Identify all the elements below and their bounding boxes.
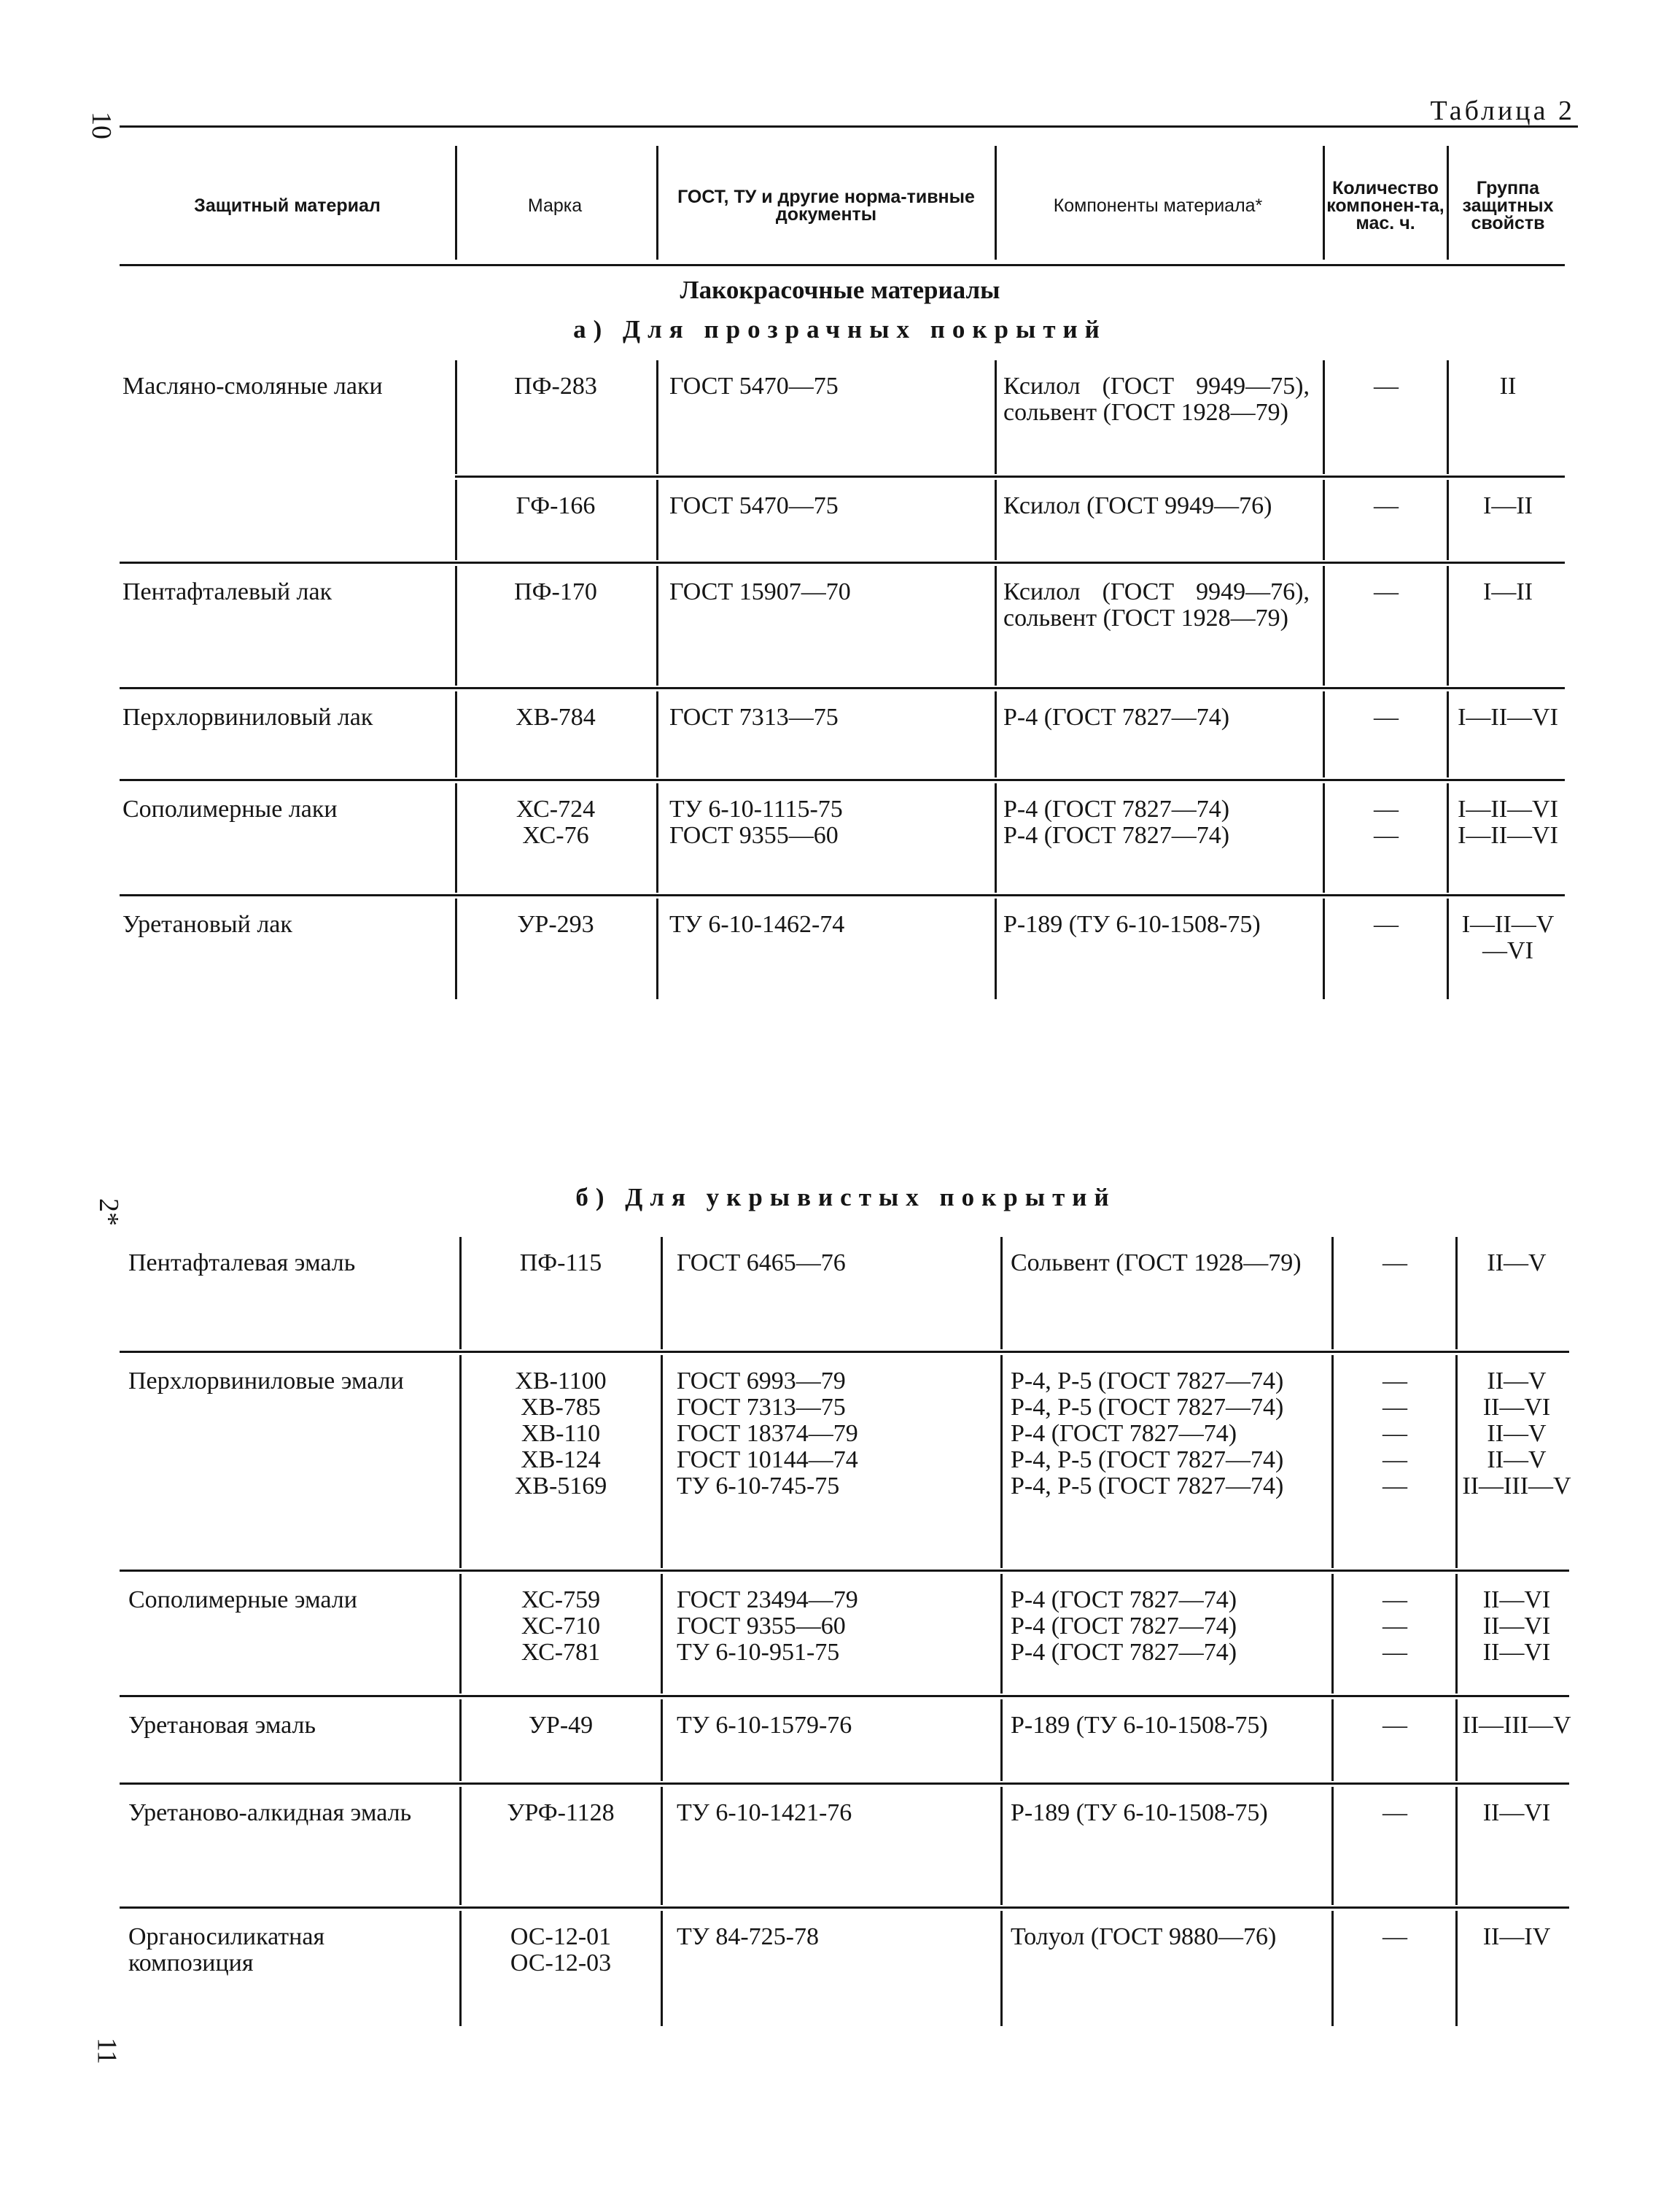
qty-line: — <box>1382 1799 1407 1826</box>
header-bottom-rule <box>120 264 1565 266</box>
group-cell <box>1458 1368 1575 1500</box>
docs-cell <box>669 705 990 731</box>
column-divider <box>1331 1237 1334 1349</box>
qty-line: — <box>1374 492 1399 519</box>
marks-line: УР-293 <box>517 911 594 938</box>
column-divider <box>459 1699 462 1781</box>
column-divider <box>455 691 457 777</box>
column-divider <box>1455 1699 1458 1781</box>
column-divider <box>1331 1574 1334 1694</box>
marks-line: ОС-12-03 <box>510 1950 612 1976</box>
components-line: Толуол (ГОСТ 9880—76) <box>1011 1923 1277 1950</box>
column-divider <box>656 783 658 893</box>
components-line: Р-4, Р-5 (ГОСТ 7827—74) <box>1011 1394 1284 1421</box>
components-cell <box>1003 373 1310 426</box>
marks-line: ХВ-124 <box>521 1446 601 1473</box>
column-divider <box>661 1237 663 1349</box>
components-cell <box>1011 1712 1317 1739</box>
column-divider <box>656 566 658 686</box>
docs-line: ГОСТ 9355—60 <box>669 822 839 849</box>
column-divider <box>459 1911 462 2026</box>
column-divider <box>656 899 658 999</box>
column-divider <box>1455 1787 1458 1905</box>
column-divider <box>1447 566 1449 686</box>
column-divider <box>1455 1574 1458 1694</box>
table-title: Таблица 2 <box>1430 96 1575 126</box>
components-line: Ксилол (ГОСТ 9949—76) <box>1003 492 1272 519</box>
docs-line: ГОСТ 9355—60 <box>677 1613 846 1640</box>
mark-cell <box>462 1712 659 1739</box>
marks-line: ХС-710 <box>521 1613 601 1640</box>
components-cell <box>1011 1368 1317 1500</box>
column-divider <box>1331 1355 1334 1568</box>
qty-line: — <box>1382 1368 1407 1394</box>
marks-line: ХС-781 <box>521 1639 601 1666</box>
row-rule <box>120 894 1565 896</box>
column-divider <box>1323 360 1325 474</box>
group-cell <box>1450 373 1566 400</box>
marks-line: ХВ-5169 <box>514 1473 607 1500</box>
qty-line: — <box>1374 796 1399 823</box>
column-divider <box>1331 1699 1334 1781</box>
mark-cell <box>462 1800 659 1826</box>
material-name: Пентафталевый лак <box>122 578 332 605</box>
group-cell <box>1450 796 1566 849</box>
qty-line: — <box>1382 1712 1407 1739</box>
qty-line: — <box>1382 1249 1407 1276</box>
row-rule <box>120 687 1565 689</box>
docs-line: ГОСТ 10144—74 <box>677 1446 858 1473</box>
components-cell <box>1003 796 1310 849</box>
row-rule <box>455 476 1565 478</box>
quantity-cell <box>1326 493 1447 519</box>
column-divider <box>661 1574 663 1694</box>
column-divider <box>459 1787 462 1905</box>
column-divider <box>661 1911 663 2026</box>
docs-line: ТУ 6-10-1115-75 <box>669 796 843 823</box>
row-rule <box>120 779 1565 781</box>
quantity-cell <box>1334 1800 1455 1826</box>
column-divider <box>995 480 997 560</box>
column-divider <box>1000 1699 1003 1781</box>
material-name: Пентафталевая эмаль <box>128 1249 356 1276</box>
qty-line: — <box>1382 1446 1407 1473</box>
column-divider <box>1000 1355 1003 1568</box>
group-line: II—VI <box>1482 1639 1551 1666</box>
group-line: II—VI <box>1482 1586 1551 1613</box>
marks-line: УРФ-1128 <box>507 1799 615 1826</box>
header-divider <box>1447 146 1449 260</box>
components-cell <box>1011 1800 1317 1826</box>
column-header-mark: Марка <box>527 195 583 216</box>
docs-line: ГОСТ 15907—70 <box>669 578 851 605</box>
components-line: Р-4 (ГОСТ 7827—74) <box>1011 1420 1237 1447</box>
docs-cell <box>677 1250 998 1276</box>
column-divider <box>1000 1787 1003 1905</box>
column-divider <box>455 899 457 999</box>
marks-line: ПФ-170 <box>514 578 597 605</box>
marks-line: ПФ-283 <box>514 373 597 400</box>
mark-cell <box>457 796 654 849</box>
column-divider <box>455 360 457 474</box>
docs-line: ГОСТ 23494—79 <box>677 1586 858 1613</box>
column-divider <box>995 566 997 686</box>
docs-cell <box>677 1587 998 1666</box>
group-line: II—IV <box>1482 1923 1551 1950</box>
column-divider <box>459 1237 462 1349</box>
column-divider <box>995 360 997 474</box>
group-cell <box>1450 579 1566 605</box>
quantity-cell <box>1334 1368 1455 1500</box>
components-line: Р-4 (ГОСТ 7827—74) <box>1003 796 1230 823</box>
components-line: Р-4 (ГОСТ 7827—74) <box>1011 1613 1237 1640</box>
group-line: II—III—V <box>1462 1473 1571 1500</box>
column-header-components: Компоненты материала* <box>1053 195 1263 216</box>
docs-line: ГОСТ 7313—75 <box>677 1394 846 1421</box>
column-divider <box>661 1787 663 1905</box>
column-divider <box>1323 566 1325 686</box>
components-line: Р-4, Р-5 (ГОСТ 7827—74) <box>1011 1368 1284 1394</box>
components-line: Р-189 (ТУ 6-10-1508-75) <box>1011 1712 1268 1739</box>
group-line: II—VI <box>1482 1613 1551 1640</box>
group-cell <box>1458 1250 1575 1276</box>
column-divider <box>1455 1355 1458 1568</box>
docs-line: ТУ 6-10-1462-74 <box>669 911 845 938</box>
docs-cell <box>669 796 990 849</box>
quantity-cell <box>1326 373 1447 400</box>
column-divider <box>995 691 997 777</box>
group-cell <box>1458 1800 1575 1826</box>
qty-line: — <box>1382 1639 1407 1666</box>
material-name: Органосиликатная композиция <box>128 1923 325 1976</box>
row-rule <box>120 1906 1569 1909</box>
marks-line: ХС-76 <box>522 822 589 849</box>
column-divider <box>995 899 997 999</box>
qty-line: — <box>1382 1473 1407 1500</box>
column-divider <box>661 1699 663 1781</box>
column-divider <box>1000 1911 1003 2026</box>
column-divider <box>1447 899 1449 999</box>
components-line: Р-4, Р-5 (ГОСТ 7827—74) <box>1011 1473 1284 1500</box>
page-number-middle: 2* <box>93 1198 124 1226</box>
quantity-cell <box>1334 1712 1455 1739</box>
mark-cell <box>457 493 654 519</box>
material-name: Перхлорвиниловый лак <box>122 704 373 731</box>
quantity-cell <box>1326 796 1447 849</box>
docs-cell <box>677 1800 998 1826</box>
column-divider <box>1455 1237 1458 1349</box>
header-divider <box>1323 146 1325 260</box>
group-cell <box>1458 1712 1575 1739</box>
material-name: Сополимерные эмали <box>128 1586 357 1613</box>
components-cell <box>1003 912 1310 938</box>
docs-cell <box>669 912 990 938</box>
column-divider <box>1447 783 1449 893</box>
column-header-qty: Количество компонен-та, мас. ч. <box>1326 178 1444 233</box>
components-line: Р-4 (ГОСТ 7827—74) <box>1003 704 1230 731</box>
docs-cell <box>677 1712 998 1739</box>
group-line: I—II—VI <box>1458 822 1558 849</box>
column-divider <box>1323 783 1325 893</box>
column-divider <box>1447 480 1449 560</box>
top-rule <box>120 125 1578 128</box>
qty-line: — <box>1382 1394 1407 1421</box>
row-rule <box>120 1351 1569 1353</box>
column-header-docs: ГОСТ, ТУ и другие норма-тивные документы <box>677 187 975 225</box>
page-number-bottom: 11 <box>91 2037 122 2065</box>
group-line: II—V <box>1487 1420 1547 1447</box>
column-divider <box>459 1355 462 1568</box>
marks-line: ПФ-115 <box>519 1249 602 1276</box>
group-line: II—V <box>1487 1249 1547 1276</box>
docs-cell <box>669 493 990 519</box>
qty-line: — <box>1382 1586 1407 1613</box>
qty-line: — <box>1374 578 1399 605</box>
mark-cell <box>457 373 654 400</box>
components-line: Ксилол (ГОСТ 9949—75), сольвент (ГОСТ 1928—79) <box>1003 373 1310 426</box>
column-divider <box>1447 691 1449 777</box>
marks-line: ГФ-166 <box>516 492 596 519</box>
section-heading: Лакокрасочные материалы <box>680 276 1000 304</box>
column-divider <box>995 783 997 893</box>
column-header-group: Группа защитных свойств <box>1462 178 1554 233</box>
quantity-cell <box>1326 912 1447 938</box>
quantity-cell <box>1334 1587 1455 1666</box>
components-line: Р-4 (ГОСТ 7827—74) <box>1003 822 1230 849</box>
column-divider <box>1000 1574 1003 1694</box>
column-divider <box>1323 899 1325 999</box>
subsection-heading-a: а) Для прозрачных покрытий <box>573 315 1107 344</box>
marks-line: ХВ-110 <box>521 1420 601 1447</box>
qty-line: — <box>1374 704 1399 731</box>
quantity-cell <box>1326 579 1447 605</box>
marks-line: ХС-759 <box>521 1586 601 1613</box>
group-line: II <box>1499 373 1517 400</box>
column-divider <box>656 360 658 474</box>
material-name: Масляно-смоляные лаки <box>122 373 383 400</box>
header-divider <box>656 146 658 260</box>
mark-cell <box>462 1924 659 1976</box>
mark-cell <box>462 1250 659 1276</box>
group-cell <box>1450 493 1566 519</box>
docs-line: ТУ 84-725-78 <box>677 1923 819 1950</box>
components-cell <box>1003 493 1310 519</box>
column-divider <box>1331 1911 1334 2026</box>
subsection-heading-b: б) Для укрывистых покрытий <box>575 1183 1116 1211</box>
marks-line: ХВ-784 <box>516 704 596 731</box>
marks-line: УР-49 <box>528 1712 594 1739</box>
column-header-material: Защитный материал <box>194 195 381 216</box>
group-line: I—II—V—VI <box>1461 911 1555 964</box>
components-cell <box>1011 1924 1317 1950</box>
marks-line: ОС-12-01 <box>510 1923 612 1950</box>
column-divider <box>656 691 658 777</box>
marks-line: ХВ-1100 <box>515 1368 607 1394</box>
components-cell <box>1003 705 1310 731</box>
material-name: Сополимерные лаки <box>122 796 338 823</box>
group-line: II—VI <box>1482 1799 1551 1826</box>
column-divider <box>459 1574 462 1694</box>
column-divider <box>1455 1911 1458 2026</box>
column-divider <box>1000 1237 1003 1349</box>
mark-cell <box>457 705 654 731</box>
column-divider <box>1331 1787 1334 1905</box>
page-number-top: 10 <box>86 112 117 139</box>
column-divider <box>661 1355 663 1568</box>
docs-line: ГОСТ 5470—75 <box>669 373 839 400</box>
material-name: Перхлорвиниловые эмали <box>128 1368 404 1394</box>
group-line: I—II <box>1483 578 1533 605</box>
group-line: II—V <box>1487 1446 1547 1473</box>
components-cell <box>1011 1587 1317 1666</box>
marks-line: ХВ-785 <box>521 1394 601 1421</box>
row-rule <box>120 1570 1569 1572</box>
header-divider <box>455 146 457 260</box>
header-divider <box>995 146 997 260</box>
qty-line: — <box>1374 822 1399 849</box>
mark-cell <box>457 579 654 605</box>
group-line: I—II—VI <box>1458 796 1558 823</box>
docs-cell <box>669 579 990 605</box>
group-cell <box>1458 1587 1575 1666</box>
components-cell <box>1011 1250 1317 1276</box>
quantity-cell <box>1326 705 1447 731</box>
column-divider <box>455 566 457 686</box>
qty-line: — <box>1382 1613 1407 1640</box>
qty-line: — <box>1382 1923 1407 1950</box>
column-divider <box>656 480 658 560</box>
docs-line: ТУ 6-10-745-75 <box>677 1473 840 1500</box>
mark-cell <box>457 912 654 938</box>
components-line: Р-4 (ГОСТ 7827—74) <box>1011 1639 1237 1666</box>
column-divider <box>455 783 457 893</box>
group-line: II—VI <box>1482 1394 1551 1421</box>
column-divider <box>455 480 457 560</box>
row-rule <box>120 1695 1569 1697</box>
column-divider <box>1447 360 1449 474</box>
material-name: Уретановый лак <box>122 911 292 938</box>
column-divider <box>1323 691 1325 777</box>
docs-cell <box>669 373 990 400</box>
components-line: Р-4, Р-5 (ГОСТ 7827—74) <box>1011 1446 1284 1473</box>
components-line: Р-4 (ГОСТ 7827—74) <box>1011 1586 1237 1613</box>
row-rule <box>120 1782 1569 1785</box>
mark-cell <box>462 1368 659 1500</box>
docs-line: ТУ 6-10-1579-76 <box>677 1712 852 1739</box>
components-cell <box>1003 579 1310 632</box>
docs-line: ГОСТ 18374—79 <box>677 1420 858 1447</box>
docs-cell <box>677 1924 998 1950</box>
qty-line: — <box>1374 911 1399 938</box>
column-divider <box>1323 480 1325 560</box>
group-line: II—V <box>1487 1368 1547 1394</box>
group-line: I—II—VI <box>1458 704 1558 731</box>
marks-line: ХС-724 <box>516 796 596 823</box>
components-line: Ксилол (ГОСТ 9949—76), сольвент (ГОСТ 1928—79) <box>1003 578 1310 632</box>
docs-line: ТУ 6-10-1421-76 <box>677 1799 852 1826</box>
docs-line: ГОСТ 7313—75 <box>669 704 839 731</box>
docs-line: ГОСТ 5470—75 <box>669 492 839 519</box>
quantity-cell <box>1334 1924 1455 1950</box>
material-name: Уретаново-алкидная эмаль <box>128 1799 412 1826</box>
mark-cell <box>462 1587 659 1666</box>
docs-cell <box>677 1368 998 1500</box>
docs-line: ГОСТ 6465—76 <box>677 1249 846 1276</box>
group-line: I—II <box>1483 492 1533 519</box>
docs-line: ТУ 6-10-951-75 <box>677 1639 840 1666</box>
components-line: Р-189 (ТУ 6-10-1508-75) <box>1003 911 1261 938</box>
group-line: II—III—V <box>1462 1712 1571 1739</box>
docs-line: ГОСТ 6993—79 <box>677 1368 846 1394</box>
components-line: Р-189 (ТУ 6-10-1508-75) <box>1011 1799 1268 1826</box>
group-cell <box>1450 912 1566 964</box>
row-rule <box>120 562 1565 564</box>
quantity-cell <box>1334 1250 1455 1276</box>
group-cell <box>1450 705 1566 731</box>
material-name: Уретановая эмаль <box>128 1712 316 1739</box>
qty-line: — <box>1374 373 1399 400</box>
components-line: Сольвент (ГОСТ 1928—79) <box>1011 1249 1302 1276</box>
group-cell <box>1458 1924 1575 1950</box>
qty-line: — <box>1382 1420 1407 1447</box>
